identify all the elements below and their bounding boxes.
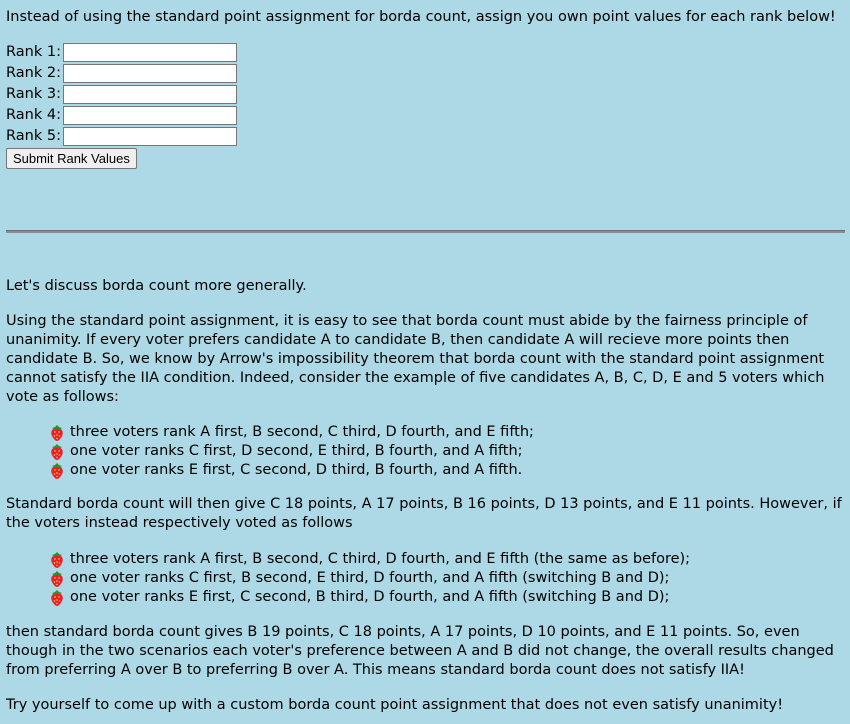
list-item-text: one voter ranks E first, C second, B third, D fourth, and A fifth (switching B and D); — [70, 589, 670, 605]
list-item — [48, 461, 838, 480]
list-item — [48, 550, 838, 569]
submit-rank-values-button[interactable]: Submit Rank Values — [6, 148, 137, 169]
strawberry-icon — [48, 570, 66, 588]
section-divider — [6, 230, 845, 233]
list-item — [48, 588, 838, 607]
strawberry-icon — [48, 462, 66, 480]
rank-5-label: Rank 5: — [6, 128, 61, 144]
rank-1-label: Rank 1: — [6, 44, 61, 60]
rank-row-2 — [6, 63, 237, 84]
discussion-paragraph-4: Try yourself to come up with a custom borda count point assignment that does not even satisfy unanimity! — [6, 697, 784, 713]
discussion-paragraph-2: Standard borda count will then give C 18 points, A 17 points, B 16 points, D 13 points, and E 11 points. However, if the voters instead respectively voted as follows — [6, 496, 842, 531]
list-item-text: one voter ranks C first, B second, E third, D fourth, and A fifth (switching B and D); — [70, 570, 670, 586]
strawberry-icon — [48, 443, 66, 461]
rank-4-input[interactable] — [63, 106, 237, 125]
intro-text: Instead of using the standard point assignment for borda count, assign you own point values for each rank below! — [6, 9, 836, 25]
discussion-paragraph-3: then standard borda count gives B 19 points, C 18 points, A 17 points, D 10 points, and E 11 points. So, even though in the two scenarios each voter's preference between A and B did not change, the overall results changed from preferring A over B to preferring B over A. This means standard borda count does not satisfy IIA! — [6, 624, 834, 678]
list-item — [48, 569, 838, 588]
strawberry-icon — [48, 589, 66, 607]
strawberry-icon — [48, 551, 66, 569]
scenario-1-list — [48, 423, 838, 480]
rank-2-label: Rank 2: — [6, 65, 61, 81]
rank-row-3 — [6, 84, 237, 105]
rank-row-4 — [6, 105, 237, 126]
list-item — [48, 442, 838, 461]
discussion-intro: Let's discuss borda count more generally. — [6, 278, 307, 294]
rank-row-5 — [6, 126, 237, 147]
scenario-2-list — [48, 550, 838, 607]
rank-3-label: Rank 3: — [6, 86, 61, 102]
rank-1-input[interactable] — [63, 43, 237, 62]
strawberry-icon — [48, 424, 66, 442]
rank-5-input[interactable] — [63, 127, 237, 146]
list-item-text: three voters rank A first, B second, C third, D fourth, and E fifth; — [70, 424, 534, 440]
list-item — [48, 423, 838, 442]
list-item-text: three voters rank A first, B second, C third, D fourth, and E fifth (the same as before); — [70, 551, 691, 567]
discussion-paragraph-1: Using the standard point assignment, it is easy to see that borda count must abide by the fairness principle of unanimity. If every voter prefers candidate A to candidate B, then candidate A will recieve more points then candidate B. So, we know by Arrow's impossibility theorem that borda count with the standard point assignment cannot satisfy the IIA condition. Indeed, consider the example of five candidates A, B, C, D, E and 5 voters which vote as follows: — [6, 313, 825, 405]
rank-row-1 — [6, 42, 237, 63]
rank-3-input[interactable] — [63, 85, 237, 104]
rank-2-input[interactable] — [63, 64, 237, 83]
rank-4-label: Rank 4: — [6, 107, 61, 123]
list-item-text: one voter ranks E first, C second, D third, B fourth, and A fifth. — [70, 462, 523, 478]
list-item-text: one voter ranks C first, D second, E third, B fourth, and A fifth; — [70, 443, 523, 459]
